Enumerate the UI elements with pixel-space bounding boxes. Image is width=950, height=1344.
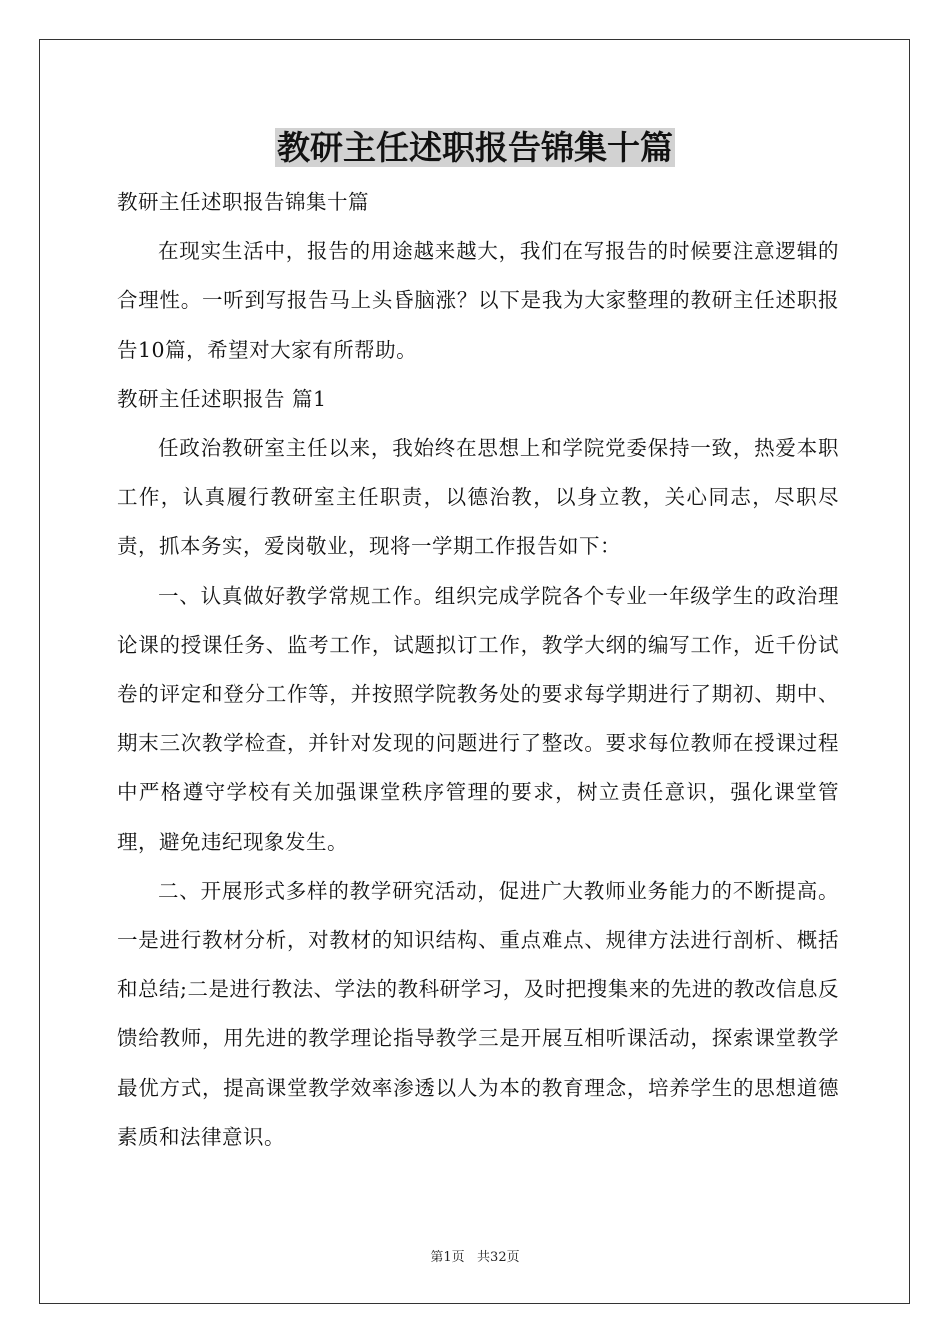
document-body: [117, 178, 839, 1162]
document-subtitle: 教研主任述职报告锦集十篇: [117, 190, 369, 214]
document-title-text: 教研主任述职报告锦集十篇: [277, 128, 673, 167]
body-paragraph: 任政治教研室主任以来，我始终在思想上和学院党委保持一致，热爱本职工作，认真履行教研室主任职责，以德治教，以身立教，关心同志，尽职尽责，抓本务实，爱岗敬业，现将一学期工作报告如下：: [117, 436, 839, 559]
page-footer: [0, 1246, 950, 1265]
body-paragraph: 一、认真做好教学常规工作。组织完成学院各个专业一年级学生的政治理论课的授课任务、监考工作，试题拟订工作，教学大纲的编写工作，近千份试卷的评定和登分工作等，并按照学院教务处的要求每学期进行了期初、期中、期末三次教学检查，并针对发现的问题进行了整改。要求每位教师在授课过程中严格遵守学校有关加强课堂秩序管理的要求，树立责任意识，强化课堂管理，避免违纪现象发生。: [117, 583, 839, 854]
section-heading: 教研主任述职报告 篇1: [117, 386, 327, 411]
document-title: [0, 124, 950, 172]
page-number: 第1页 共32页: [430, 1250, 520, 1265]
body-paragraph: 二、开展形式多样的教学研究活动，促进广大教师业务能力的不断提高。一是进行教材分析，对教材的知识结构、重点难点、规律方法进行剖析、概括和总结;二是进行教法、学法的教科研学习，及时把搜集来的先进的教改信息反馈给教师，用先进的教学理论指导教学三是开展互相听课活动，探索课堂教学最优方式，提高课堂教学效率渗透以人为本的教育理念，培养学生的思想道德素质和法律意识。: [117, 878, 839, 1149]
intro-paragraph: 在现实生活中，报告的用途越来越大，我们在写报告的时候要注意逻辑的合理性。一听到写报告马上头昏脑涨？以下是我为大家整理的教研主任述职报告10篇，希望对大家有所帮助。: [117, 239, 839, 362]
